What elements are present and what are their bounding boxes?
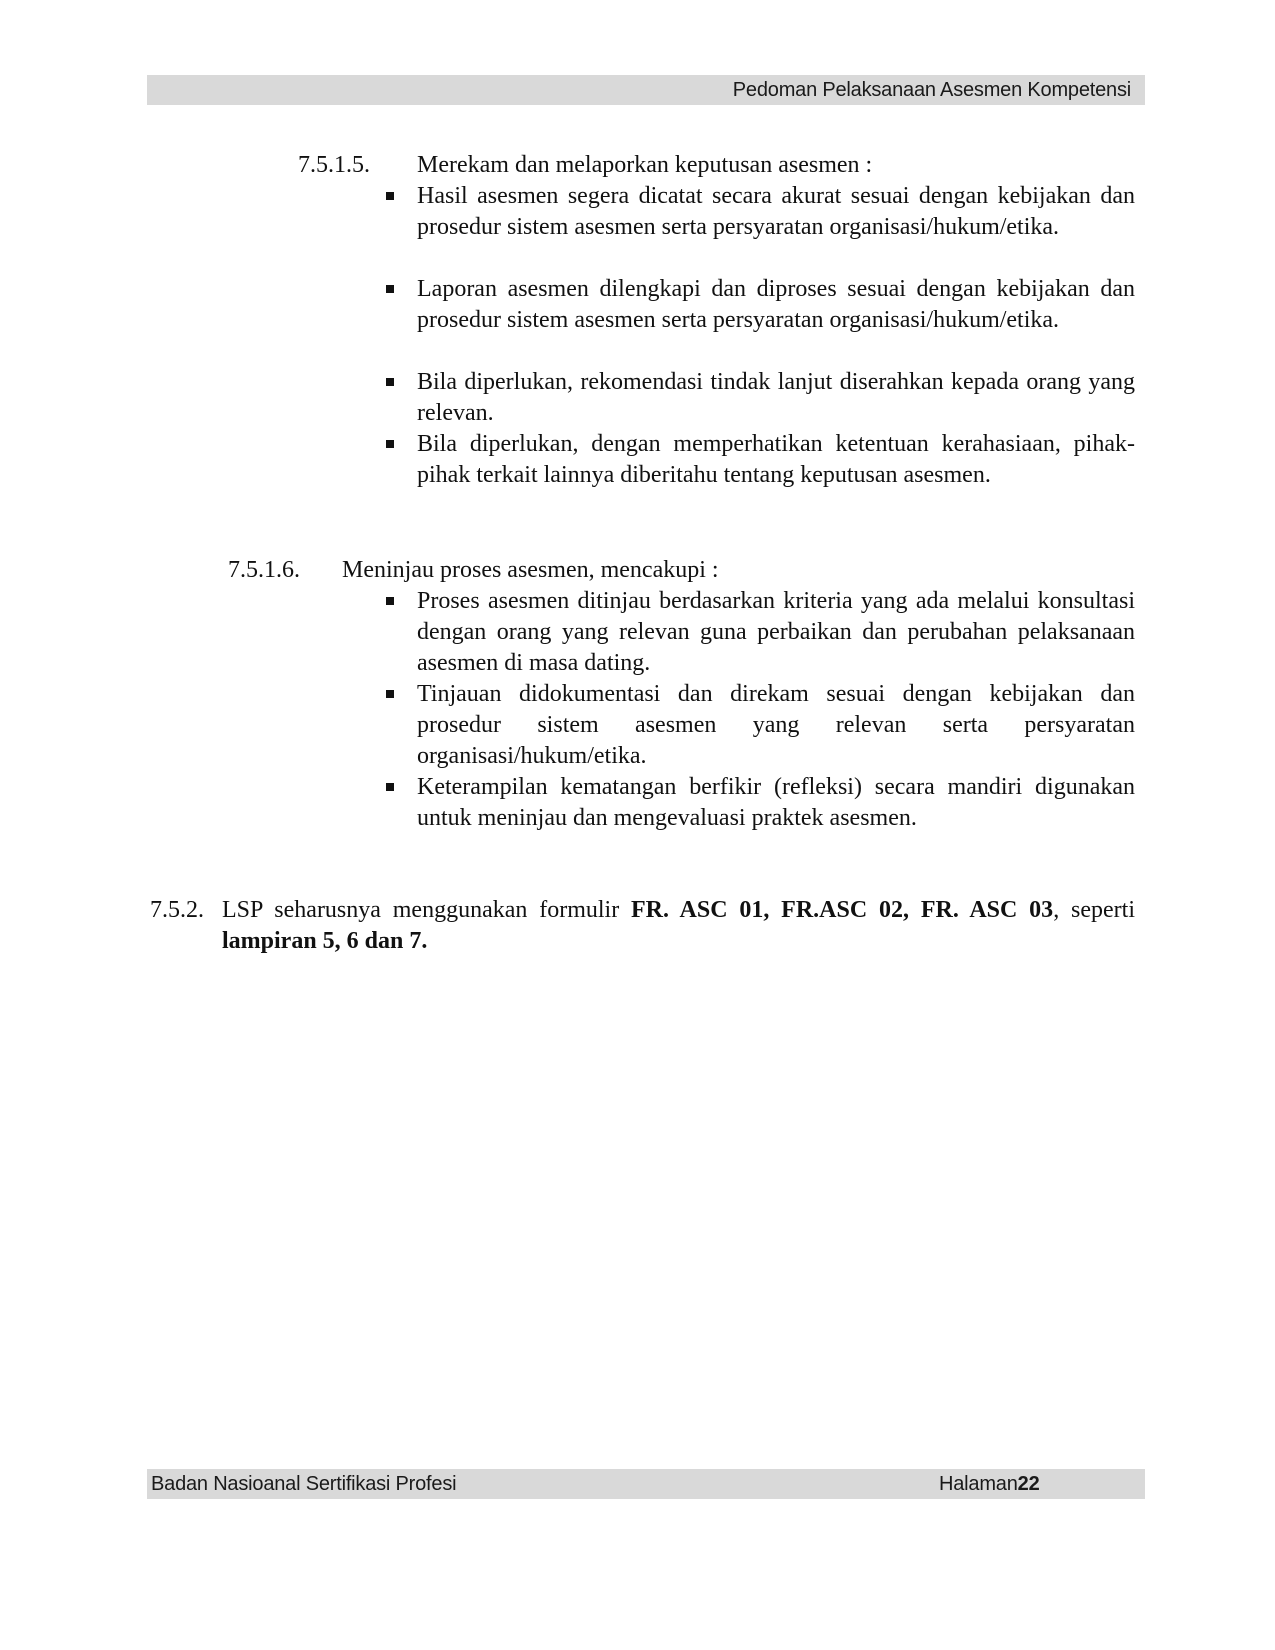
square-bullet-icon	[386, 783, 394, 791]
list-item-text: Laporan asesmen dilengkapi dan diproses sesuai dengan kebijakan dan prosedur sistem asesmen serta persyaratan organisasi/hukum/etika.	[417, 276, 1135, 333]
section-752-text	[222, 895, 1135, 957]
page-label: Halaman	[939, 1473, 1018, 1495]
square-bullet-icon	[386, 597, 394, 605]
list-item-text: Proses asesmen ditinjau berdasarkan kriteria yang ada melalui konsultasi dengan orang yang relevan guna perbaikan dan perubahan pelaksanaan asesmen di masa dating.	[417, 588, 1135, 676]
page-footer	[147, 1469, 1145, 1499]
page-header	[147, 75, 1145, 105]
document-title: Pedoman Pelaksanaan Asesmen Kompetensi	[732, 79, 1131, 101]
list-item-text: Bila diperlukan, dengan memperhatikan ketentuan kerahasiaan, pihak-pihak terkait lainnya diberitahu tentang keputusan asesmen.	[417, 431, 1135, 488]
square-bullet-icon	[386, 285, 394, 293]
appendix-reference: lampiran 5, 6 dan 7.	[222, 928, 428, 954]
list-item-text: Keterampilan kematangan berfikir (refleksi) secara mandiri digunakan untuk meninjau dan mengevaluasi praktek asesmen.	[417, 774, 1135, 831]
list-item	[386, 586, 1135, 679]
section-752	[150, 895, 1135, 957]
form-codes: FR. ASC 01, FR.ASC 02, FR. ASC 03	[631, 897, 1054, 923]
organization-name: Badan Nasioanal Sertifikasi Profesi	[151, 1473, 457, 1495]
section-number: 7.5.1.6.	[228, 557, 300, 583]
square-bullet-icon	[386, 378, 394, 386]
list-item	[386, 772, 1135, 834]
list-item	[386, 679, 1135, 772]
list-item-text: Hasil asesmen segera dicatat secara akurat sesuai dengan kebijakan dan prosedur sistem asesmen serta persyaratan organisasi/hukum/etika.	[417, 183, 1135, 240]
page-indicator	[939, 1469, 1040, 1499]
text-segment: , seperti	[1053, 897, 1135, 923]
list-item-text: Tinjauan didokumentasi dan direkam sesuai dengan kebijakan dan prosedur sistem asesmen yang relevan serta persyaratan organisasi/hukum/etika.	[417, 681, 1135, 769]
square-bullet-icon	[386, 690, 394, 698]
square-bullet-icon	[386, 440, 394, 448]
list-item	[386, 429, 1135, 491]
section-number: 7.5.1.5.	[298, 152, 370, 178]
list-item-text: Bila diperlukan, rekomendasi tindak lanjut diserahkan kepada orang yang relevan.	[417, 369, 1135, 426]
list-item	[386, 367, 1135, 429]
section-title: Meninjau proses asesmen, mencakupi :	[342, 557, 719, 583]
page-number: 22	[1017, 1473, 1040, 1495]
section-number: 7.5.2.	[150, 897, 204, 923]
text-segment: LSP seharusnya menggunakan formulir	[222, 897, 632, 923]
square-bullet-icon	[386, 192, 394, 200]
list-item	[386, 274, 1135, 336]
list-item	[386, 181, 1135, 243]
section-title: Merekam dan melaporkan keputusan asesmen :	[417, 152, 873, 178]
